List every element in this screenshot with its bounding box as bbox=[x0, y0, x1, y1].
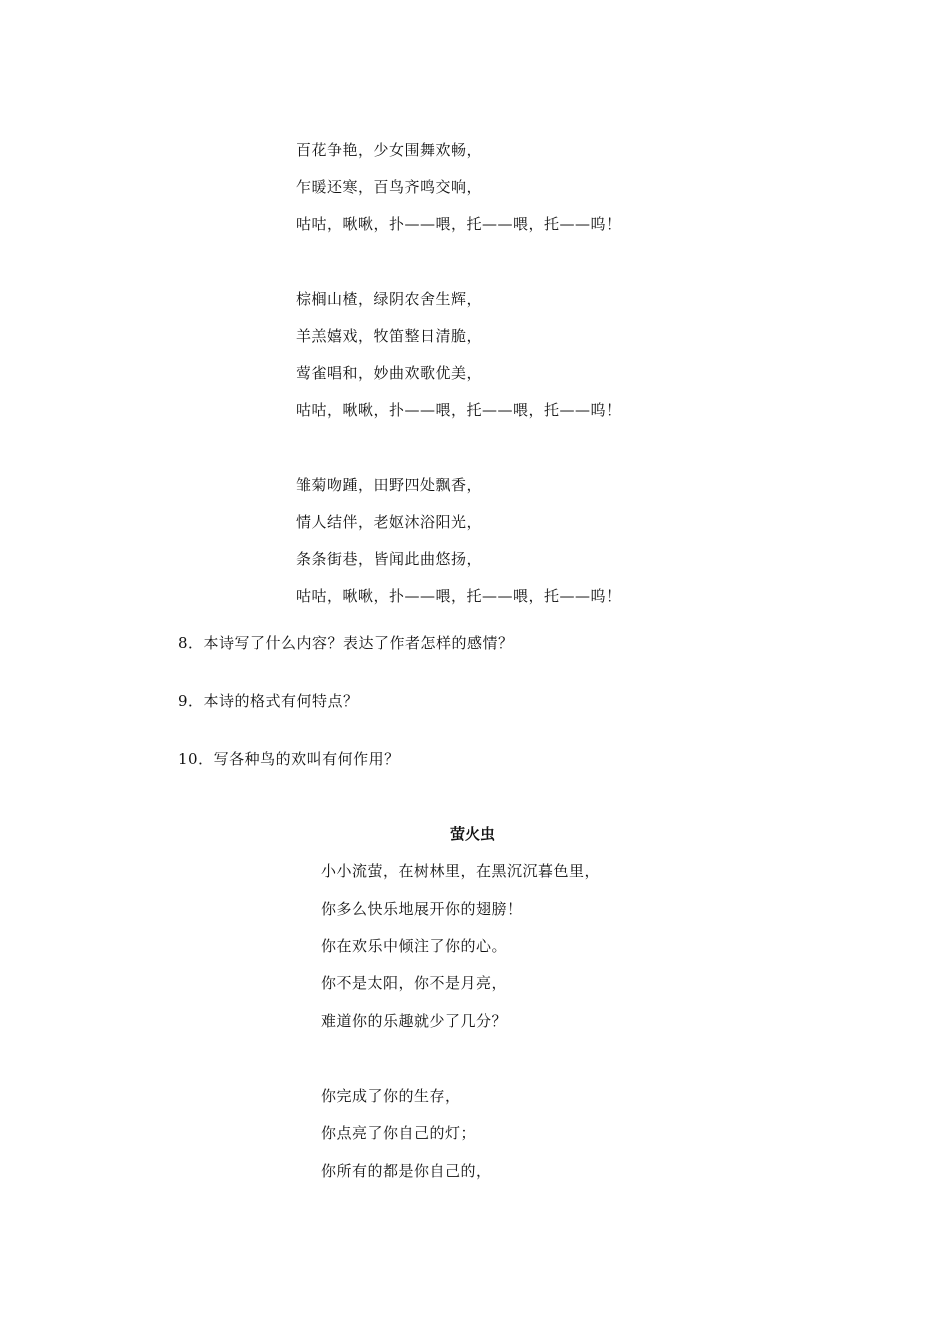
question-8: 8．本诗写了什么内容？表达了作者怎样的感情？ bbox=[178, 634, 514, 652]
poem1-line: 百花争艳，少女围舞欢畅， bbox=[296, 141, 483, 159]
poem1-refrain: 咕咕，啾啾，扑——喂，托——喂，托——呜！ bbox=[296, 401, 622, 419]
question-10: 10．写各种鸟的欢叫有何作用？ bbox=[178, 750, 400, 768]
poem2-title: 萤火虫 bbox=[450, 825, 496, 843]
poem1-line: 莺雀唱和，妙曲欢歌优美， bbox=[296, 364, 483, 382]
poem2-line: 你完成了你的生存， bbox=[321, 1087, 461, 1105]
poem1-line: 条条街巷，皆闻此曲悠扬， bbox=[296, 550, 483, 568]
poem1-line: 棕榈山楂，绿阴农舍生辉， bbox=[296, 290, 483, 308]
poem1-line: 情人结伴，老妪沐浴阳光， bbox=[296, 513, 483, 531]
poem2-line: 小小流萤，在树林里，在黑沉沉暮色里， bbox=[321, 862, 601, 880]
poem1-refrain: 咕咕，啾啾，扑——喂，托——喂，托——呜！ bbox=[296, 215, 622, 233]
poem2-line: 你不是太阳，你不是月亮， bbox=[321, 974, 508, 992]
poem1-line: 雏菊吻踵，田野四处飘香， bbox=[296, 476, 483, 494]
poem2-line: 你多么快乐地展开你的翅膀！ bbox=[321, 900, 523, 918]
poem2-line: 难道你的乐趣就少了几分？ bbox=[321, 1012, 508, 1030]
poem2-line: 你所有的都是你自己的， bbox=[321, 1162, 492, 1180]
poem1-line: 羊羔嬉戏，牧笛整日清脆， bbox=[296, 327, 483, 345]
poem2-line: 你在欢乐中倾注了你的心。 bbox=[321, 937, 508, 955]
question-9: 9．本诗的格式有何特点？ bbox=[178, 692, 359, 710]
poem2-line: 你点亮了你自己的灯； bbox=[321, 1124, 477, 1142]
poem1-refrain: 咕咕，啾啾，扑——喂，托——喂，托——呜！ bbox=[296, 587, 622, 605]
poem1-line: 乍暖还寒，百鸟齐鸣交响， bbox=[296, 178, 483, 196]
